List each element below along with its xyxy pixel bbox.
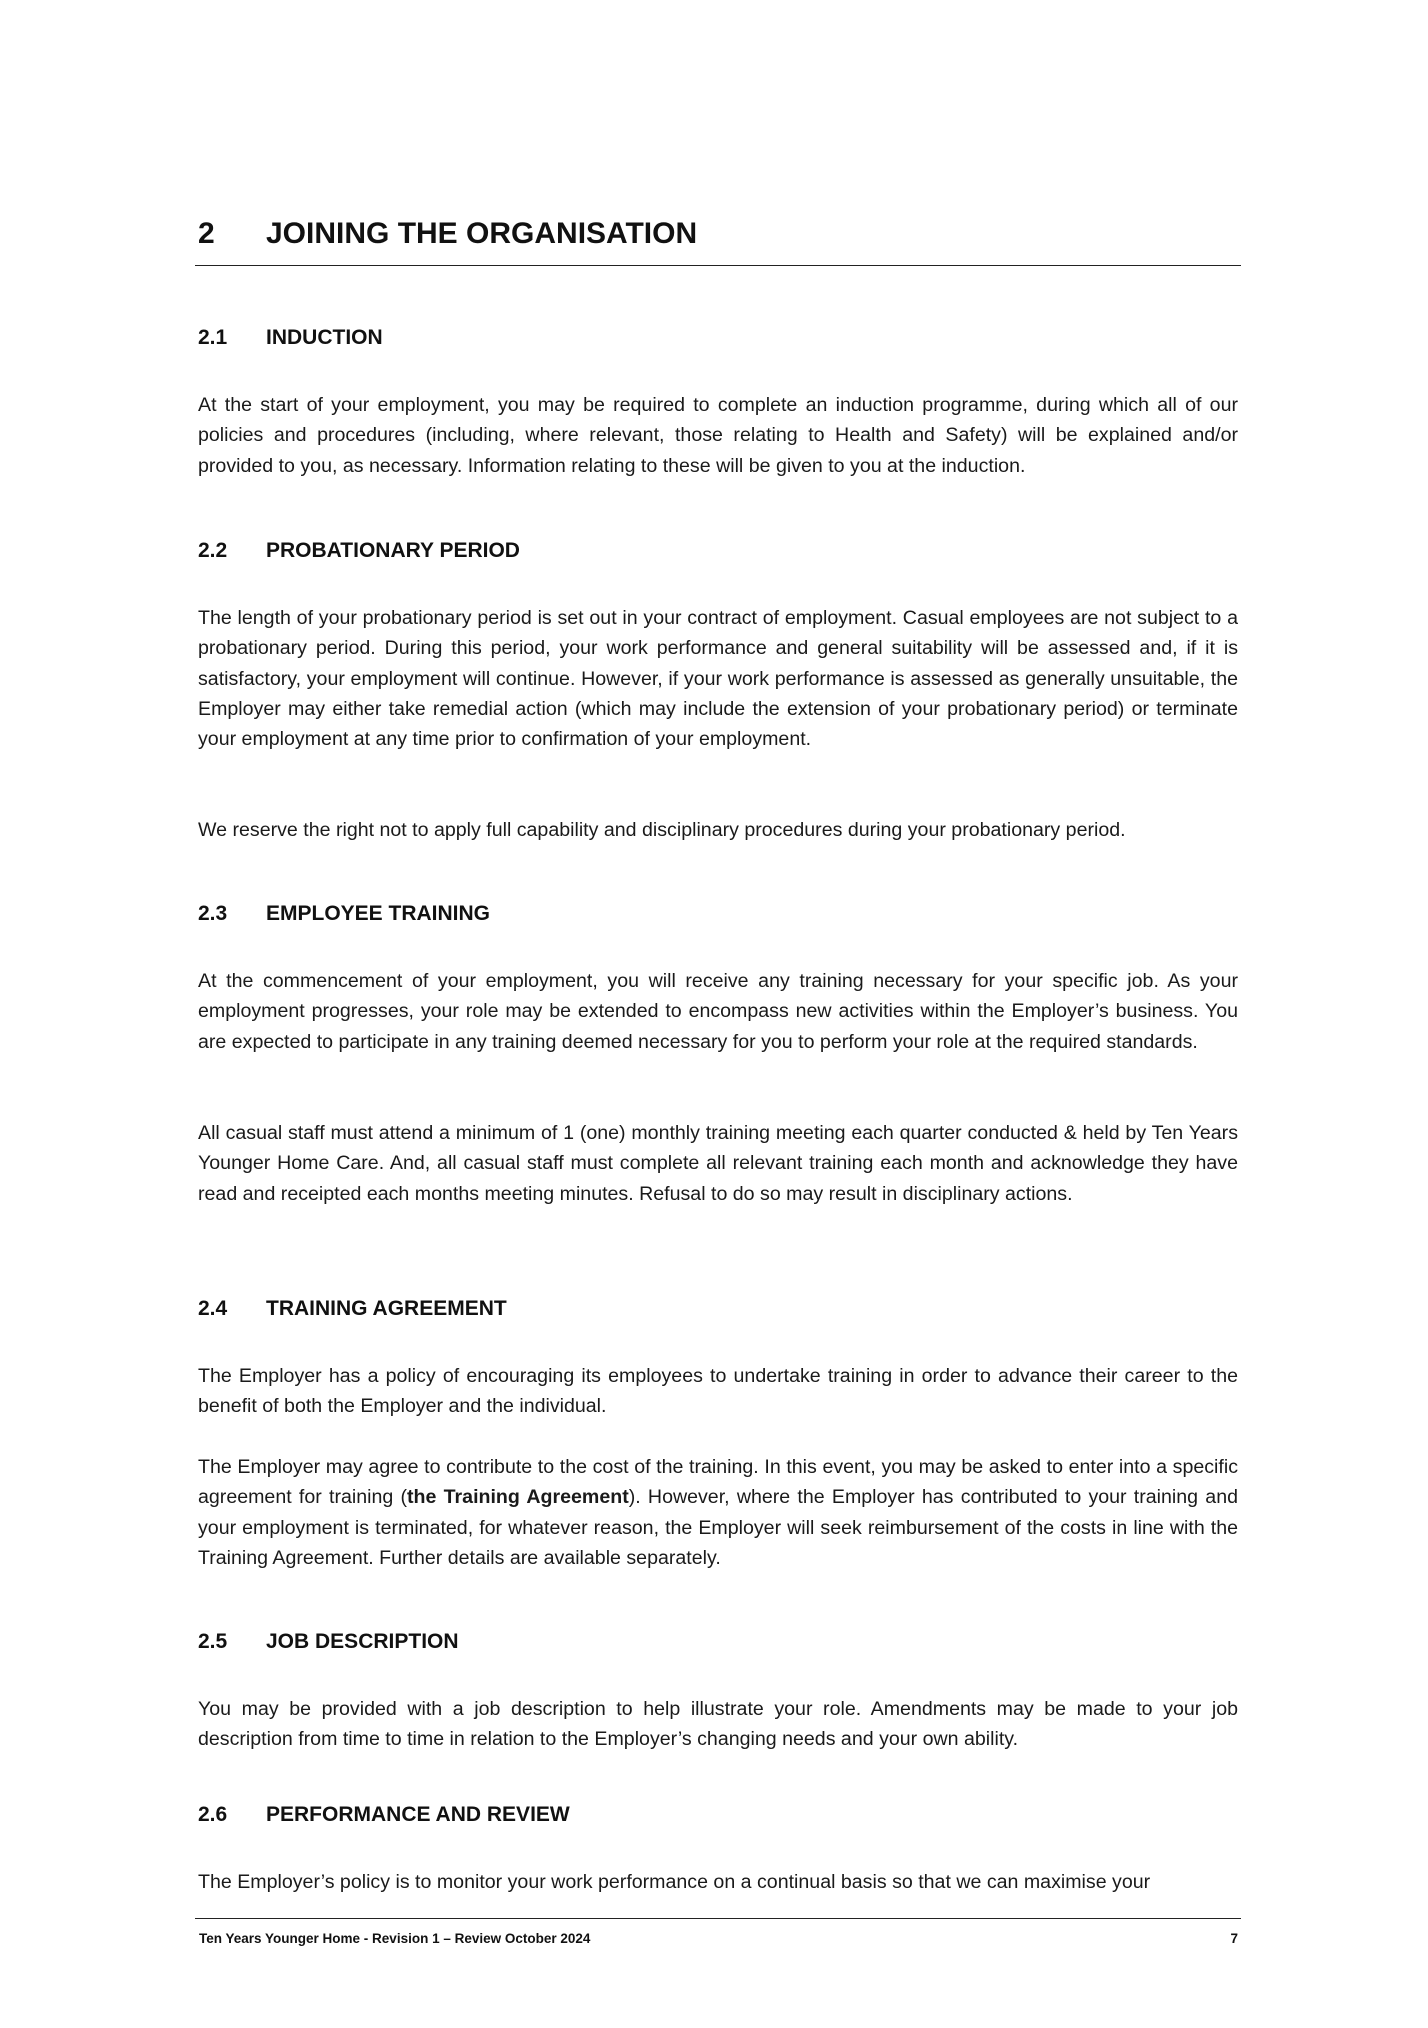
paragraph: You may be provided with a job description to help illustrate your role. Amendments may be made to your job description from time to time in relation to the Employer’s changing needs and your own ability.: [198, 1698, 1238, 1751]
section-heading-induction: [198, 326, 1238, 356]
paragraph: All casual staff must attend a minimum of 1 (one) monthly training meeting each quarter conducted & held by Ten Years Younger Home Care. And, all casual staff must complete all relevant training each month and acknowledge they have read and receipted each months meeting minutes. Refusal to do so may result in disciplinary actions.: [198, 1122, 1238, 1205]
section-number: 2.1: [198, 326, 228, 349]
section-heading-probationary-period: [198, 539, 1238, 569]
paragraph: The Employer has a policy of encouraging its employees to undertake training in order to advance their career to the benefit of both the Employer and the individual.: [198, 1365, 1238, 1418]
section-number: 2.3: [198, 902, 228, 925]
paragraph: We reserve the right not to apply full capability and disciplinary procedures during your probationary period.: [198, 819, 1126, 841]
chapter-title: JOINING THE ORGANISATION: [266, 217, 698, 250]
footer-document-info: Ten Years Younger Home - Revision 1 – Review October 2024: [199, 1931, 591, 1946]
paragraph: The length of your probationary period is set out in your contract of employment. Casual employees are not subject to a probationary period. During this period, your work performance and general suitability will be assessed and, if it is satisfactory, your employment will continue. However, if your work performance is assessed as generally unsuitable, the Employer may either take remedial action (which may include the extension of your probationary period) or terminate your employment at any time prior to confirmation of your employment.: [198, 607, 1238, 751]
page-number: 7: [1230, 1931, 1238, 1946]
section-title: PROBATIONARY PERIOD: [266, 539, 520, 562]
chapter-number: 2: [198, 217, 215, 250]
footer-divider: [195, 1918, 1241, 1919]
chapter-heading: [195, 215, 1241, 266]
paragraph-text: The Employer may agree to contribute to the cost of the training. In this event, you may be asked to enter into a specific agreement for training (: [198, 1456, 1238, 1509]
section-title: TRAINING AGREEMENT: [266, 1297, 507, 1320]
section-heading-training-agreement: [198, 1297, 1238, 1327]
section-number: 2.2: [198, 539, 228, 562]
section-title: INDUCTION: [266, 326, 383, 349]
section-title: PERFORMANCE AND REVIEW: [266, 1803, 570, 1826]
paragraph: At the start of your employment, you may be required to complete an induction programme, during which all of our policies and procedures (including, where relevant, those relating to Health and Safety) will be explained and/or provided to you, as necessary. Information relating to these will be given to you at the induction.: [198, 394, 1238, 477]
section-number: 2.4: [198, 1297, 228, 1320]
training-agreement-paragraph: [198, 1452, 1238, 1573]
paragraph: At the commencement of your employment, you will receive any training necessary for your specific job. As your employment progresses, your role may be extended to encompass new activities within the Employer’s business. You are expected to participate in any training deemed necessary for you to perform your role at the required standards.: [198, 970, 1238, 1053]
defined-term: the Training Agreement: [407, 1486, 629, 1509]
paragraph: The Employer’s policy is to monitor your work performance on a continual basis so that we can maximise your: [198, 1871, 1151, 1893]
section-title: JOB DESCRIPTION: [266, 1630, 459, 1653]
section-title: EMPLOYEE TRAINING: [266, 902, 491, 925]
section-heading-performance-and-review: [198, 1803, 1238, 1833]
paragraph-text: ). However, where the Employer has contributed to your training and your employment is terminated, for whatever reason, the Employer will seek reimbursement of the costs in line with the Training Agreement. Further details are available separately.: [198, 1486, 1238, 1569]
section-number: 2.5: [198, 1630, 228, 1653]
section-heading-employee-training: [198, 902, 1238, 932]
section-number: 2.6: [198, 1803, 228, 1826]
section-heading-job-description: [198, 1630, 1238, 1660]
